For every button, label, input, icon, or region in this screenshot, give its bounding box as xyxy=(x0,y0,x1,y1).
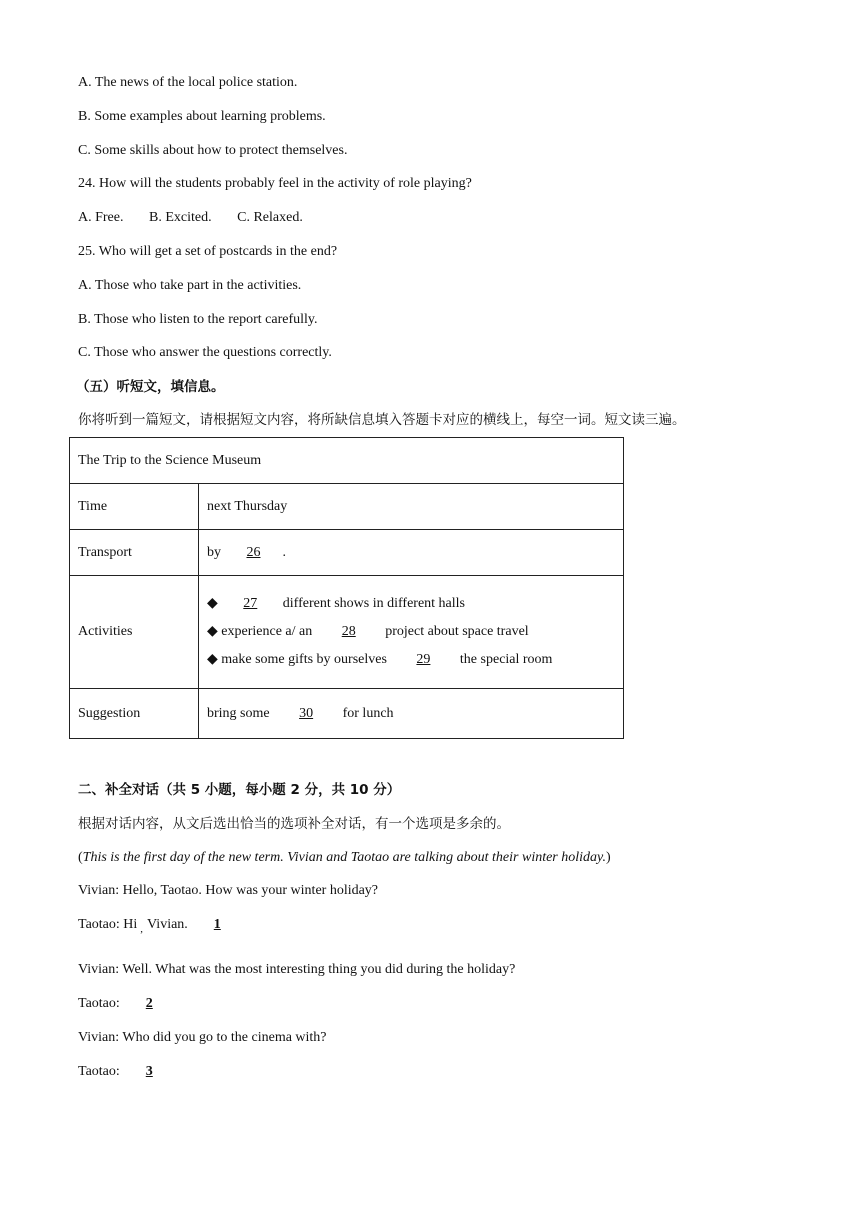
q24-option-b: B. Excited. xyxy=(149,210,212,225)
transport-prefix: by xyxy=(207,544,221,560)
transport-label: Transport xyxy=(70,530,199,576)
blank-1[interactable]: 1 xyxy=(213,917,221,932)
suggestion-value xyxy=(199,689,624,739)
table-row xyxy=(70,484,624,530)
activity-item xyxy=(207,621,615,643)
q25-question: 25. Who will get a set of postcards in the end? xyxy=(78,244,338,259)
suggestion-label: Suggestion xyxy=(70,689,199,739)
q25-option-b: B. Those who listen to the report carefully. xyxy=(78,312,318,327)
activity-item xyxy=(207,593,615,615)
dialogue-line: Vivian: Well. What was the most interesting thing you did during the holiday? xyxy=(78,962,516,977)
activities-value xyxy=(199,576,624,689)
activity-2-suffix: project about space travel xyxy=(385,624,529,639)
q24-question: 24. How will the students probably feel in the activity of role playing? xyxy=(78,176,472,191)
context-text: This is the first day of the new term. Vivian and Taotao are talking about their winter holiday. xyxy=(82,850,606,865)
table-row xyxy=(70,576,624,689)
dialogue-line: Vivian: Who did you go to the cinema with? xyxy=(78,1030,327,1045)
blank-30[interactable]: 30 xyxy=(299,705,314,721)
activity-2-prefix: experience a/ an xyxy=(221,624,313,639)
dialogue-line xyxy=(78,995,175,1013)
info-table xyxy=(69,437,624,739)
blank-2[interactable]: 2 xyxy=(145,996,153,1011)
activity-3-prefix: make some gifts by ourselves xyxy=(221,652,387,667)
blank-28[interactable]: 28 xyxy=(341,624,356,639)
table-title: The Trip to the Science Museum xyxy=(70,438,624,484)
paren-open: ( xyxy=(78,850,83,865)
dialogue-line: Vivian: Hello, Taotao. How was your winter holiday? xyxy=(78,883,379,898)
activity-3-suffix: the special room xyxy=(459,652,553,667)
q23-option-b: B. Some examples about learning problems. xyxy=(78,109,326,124)
speaker-text: Taotao: Hi xyxy=(78,917,138,932)
suggestion-prefix: bring some xyxy=(207,705,270,721)
blank-3[interactable]: 3 xyxy=(145,1064,153,1079)
comma: , xyxy=(140,922,144,935)
diamond-bullet-icon: ◆ xyxy=(207,596,218,611)
speaker-text: Vivian. xyxy=(147,917,188,932)
speaker-text: Taotao: xyxy=(78,1064,120,1079)
q25-option-c: C. Those who answer the questions correctly. xyxy=(78,345,332,360)
blank-26[interactable]: 26 xyxy=(246,544,261,560)
activities-label: Activities xyxy=(70,576,199,689)
section5-instruction: 你将听到一篇短文，请根据短文内容，将所缺信息填入答题卡对应的横线上，每空一词。短文读三遍。 xyxy=(78,412,686,428)
blank-27[interactable]: 27 xyxy=(243,596,258,611)
dialogue-line xyxy=(78,916,243,938)
q24-option-c: C. Relaxed. xyxy=(237,210,303,225)
transport-value xyxy=(199,530,624,576)
diamond-bullet-icon: ◆ xyxy=(207,624,218,639)
dialogue-line xyxy=(78,1063,175,1081)
part2-heading: 二、补全对话（共 5 小题，每小题 2 分，共 10 分） xyxy=(78,782,401,798)
q24-options xyxy=(78,209,325,227)
q24-option-a: A. Free. xyxy=(78,210,124,225)
suggestion-suffix: for lunch xyxy=(342,705,394,721)
time-value: next Thursday xyxy=(199,484,624,530)
speaker-text: Taotao: xyxy=(78,996,120,1011)
q23-option-c: C. Some skills about how to protect themselves. xyxy=(78,143,348,158)
transport-suffix: . xyxy=(282,544,286,560)
time-label: Time xyxy=(70,484,199,530)
activity-item xyxy=(207,649,615,671)
diamond-bullet-icon: ◆ xyxy=(207,652,218,667)
blank-29[interactable]: 29 xyxy=(416,652,431,667)
paren-close: ) xyxy=(605,850,611,865)
table-row xyxy=(70,689,624,739)
part2-context xyxy=(78,849,611,867)
part2-instruction: 根据对话内容，从文后选出恰当的选项补全对话，有一个选项是多余的。 xyxy=(78,816,510,832)
q25-option-a: A. Those who take part in the activities. xyxy=(78,278,302,293)
table-row xyxy=(70,438,624,484)
table-row xyxy=(70,530,624,576)
q23-option-a: A. The news of the local police station. xyxy=(78,75,298,90)
activity-1-text: different shows in different halls xyxy=(282,596,465,611)
section5-heading: （五）听短文，填信息。 xyxy=(76,379,225,395)
